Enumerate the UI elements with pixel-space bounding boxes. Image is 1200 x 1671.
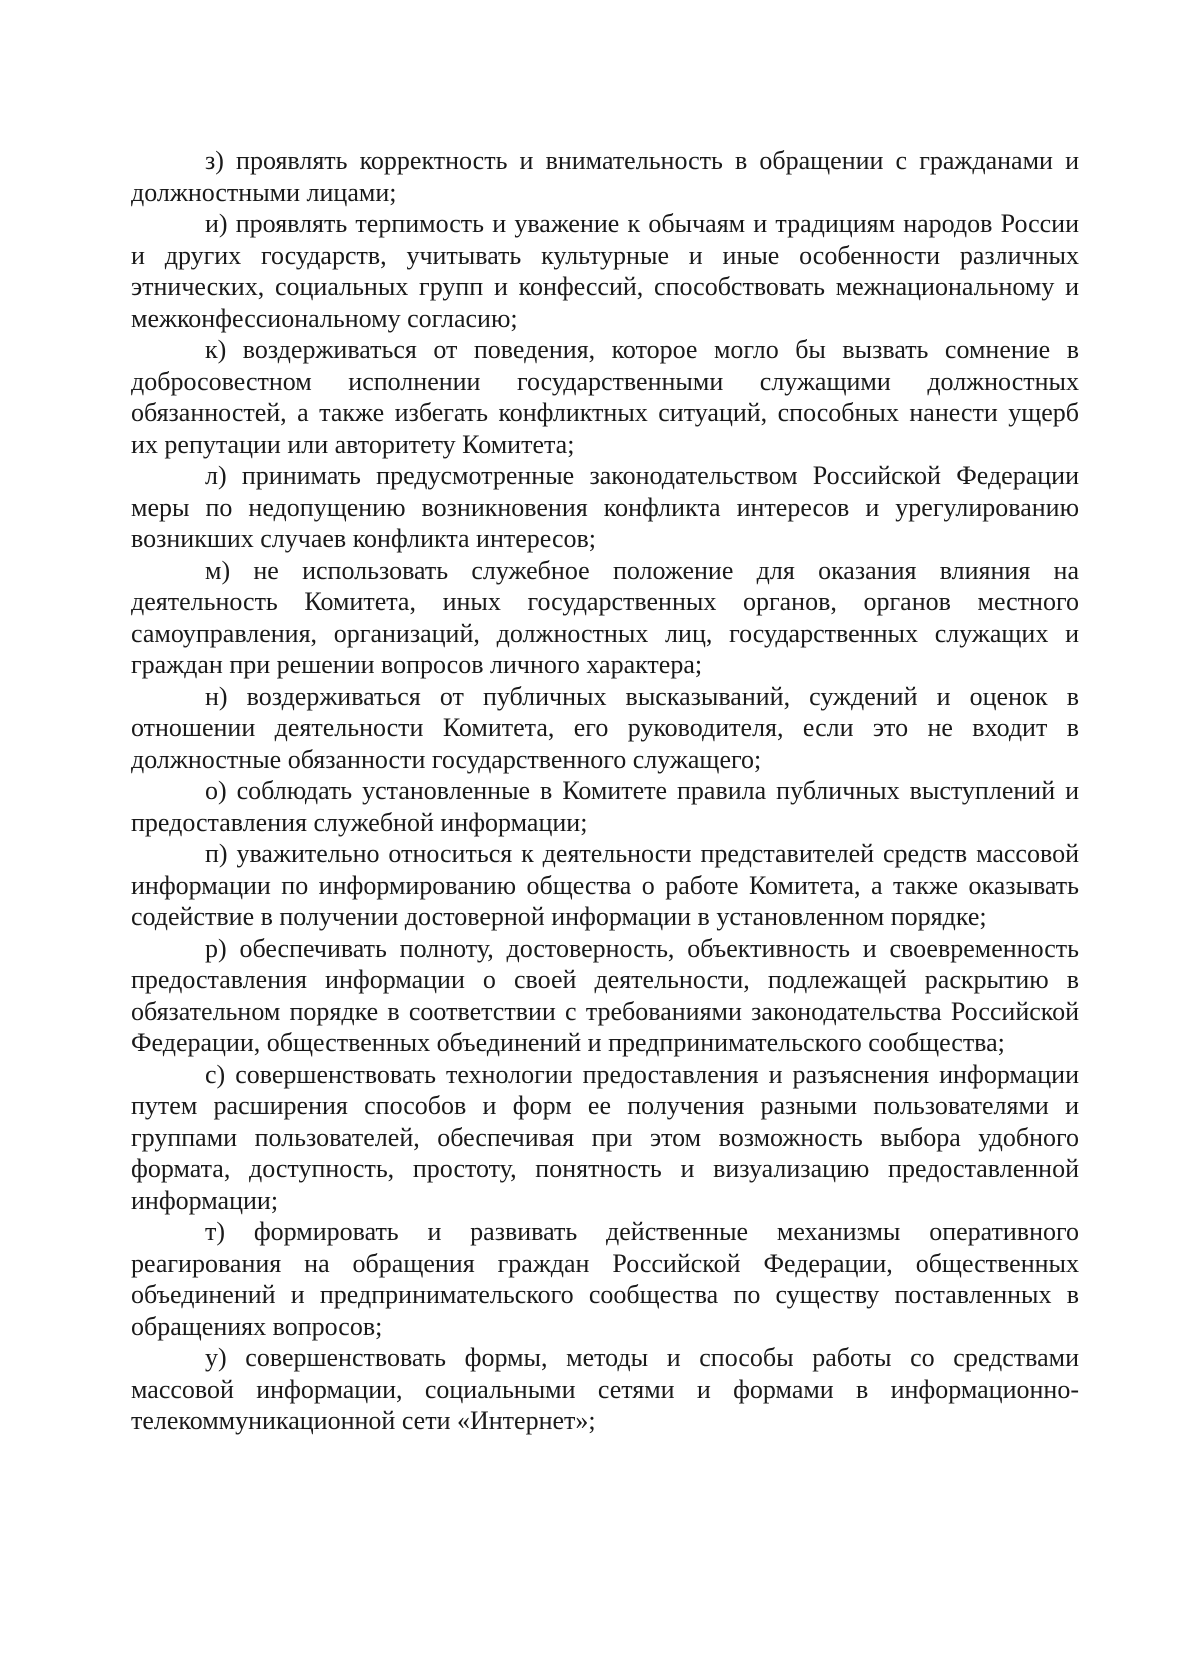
list-item-r: р) обеспечивать полноту, достоверность, объективность и своевременность предоставления информации о своей деятельности, подлежащей раскрытию в обязательном порядке в соответствии с требованиями законодательства Российской Федерации, общественных объединений и предпринимательского сообщества; bbox=[131, 933, 1079, 1057]
list-item-m: м) не использовать служебное положение для оказания влияния на деятельность Комитета, иных государственных органов, органов местного самоуправления, организаций, должностных лиц, государственных служащих и граждан при решении вопросов личного характера; bbox=[131, 555, 1079, 679]
list-item-l: л) принимать предусмотренные законодательством Российской Федерации меры по недопущению возникновения конфликта интересов и урегулированию возникших случаев конфликта интересов; bbox=[131, 461, 1079, 553]
list-item-s: с) совершенствовать технологии предоставления и разъяснения информации путем расширения способов и форм ее получения разными пользователями и группами пользователей, обеспечивая при этом возможность выбора удобного формата, доступность, простоту, понятность и визуализацию предоставленной информации; bbox=[131, 1059, 1079, 1215]
list-item-o: о) соблюдать установленные в Комитете правила публичных выступлений и предоставления служебной информации; bbox=[131, 776, 1079, 837]
list-item-t: т) формировать и развивать действенные механизмы оперативного реагирования на обращения граждан Российской Федерации, общественных объединений и предпринимательского сообщества по существу поставленных в обращениях вопросов; bbox=[131, 1217, 1079, 1341]
list-item-u: у) совершенствовать формы, методы и способы работы со средствами массовой информации, социальными сетями и формами в информационно-телекоммуникационной сети «Интернет»; bbox=[131, 1343, 1079, 1435]
list-item-p: п) уважительно относиться к деятельности представителей средств массовой информации по информированию общества о работе Комитета, а также оказывать содействие в получении достоверной информации в установленном порядке; bbox=[131, 839, 1079, 931]
list-item-i: и) проявлять терпимость и уважение к обычаям и традициям народов России и других государств, учитывать культурные и иные особенности различных этнических, социальных групп и конфессий, способствовать межнациональному и межконфессиональному согласию; bbox=[131, 209, 1079, 333]
document-body bbox=[131, 145, 1079, 1437]
list-item-k: к) воздерживаться от поведения, которое могло бы вызвать сомнение в добросовестном исполнении государственными служащими должностных обязанностей, а также избегать конфликтных ситуаций, способных нанести ущерб их репутации или авторитету Комитета; bbox=[131, 335, 1079, 459]
list-item-z: з) проявлять корректность и внимательность в обращении с гражданами и должностными лицами; bbox=[131, 146, 1079, 207]
list-item-n: н) воздерживаться от публичных высказываний, суждений и оценок в отношении деятельности Комитета, его руководителя, если это не входит в должностные обязанности государственного служащего; bbox=[131, 681, 1079, 774]
